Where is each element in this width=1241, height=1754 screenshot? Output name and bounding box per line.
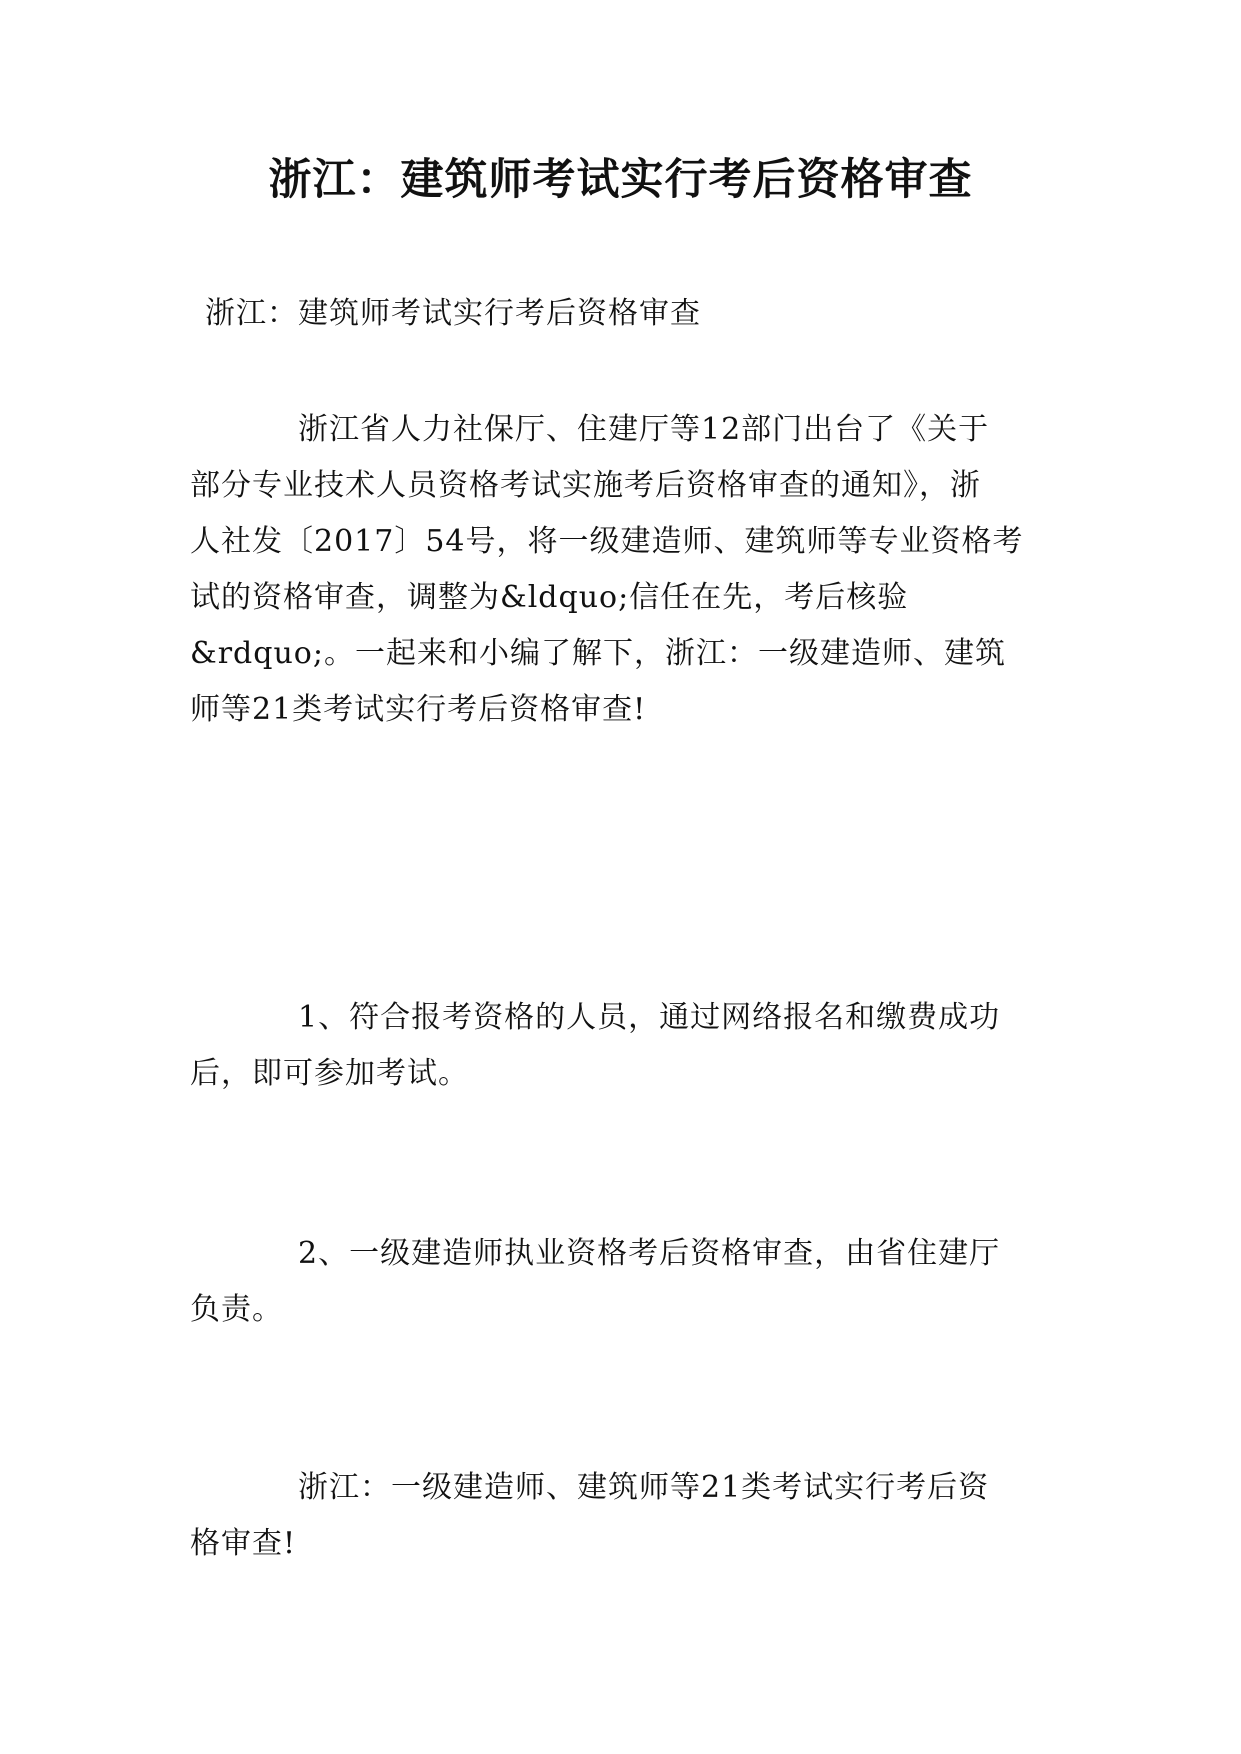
paragraph-line: 浙江：一级建造师、建筑师等21类考试实行考后资 [298,1470,990,1505]
document-subtitle: 浙江：建筑师考试实行考后资格审查 [205,296,701,331]
paragraph-line: 部分专业技术人员资格考试实施考后资格审查的通知》，浙 [190,468,981,503]
document-title: 浙江：建筑师考试实行考后资格审查 [268,155,973,205]
paragraph-line: 1、符合报考资格的人员，通过网络报名和缴费成功 [298,1000,1001,1035]
paragraph-item-2 [190,1226,1052,1338]
paragraph-line: 格审查! [190,1526,297,1561]
paragraph-closing [190,1460,1052,1572]
paragraph-line: 后，即可参加考试。 [190,1056,469,1091]
paragraph-line: 人社发〔2017〕54号，将一级建造师、建筑师等专业资格考 [190,524,1024,559]
paragraph-line: &rdquo;。一起来和小编了解下，浙江：一级建造师、建筑 [190,636,1006,671]
paragraph-line: 2、一级建造师执业资格考后资格审查，由省住建厅 [298,1236,1001,1271]
paragraph-line: 试的资格审查，调整为&ldquo;信任在先，考后核验 [190,580,909,615]
paragraph-line: 负责。 [190,1292,283,1327]
paragraph-intro [190,402,1052,738]
paragraph-item-1 [190,990,1052,1102]
paragraph-line: 浙江省人力社保厅、住建厅等12部门出台了《关于 [298,412,990,447]
paragraph-line: 师等21类考试实行考后资格审查! [190,692,647,727]
